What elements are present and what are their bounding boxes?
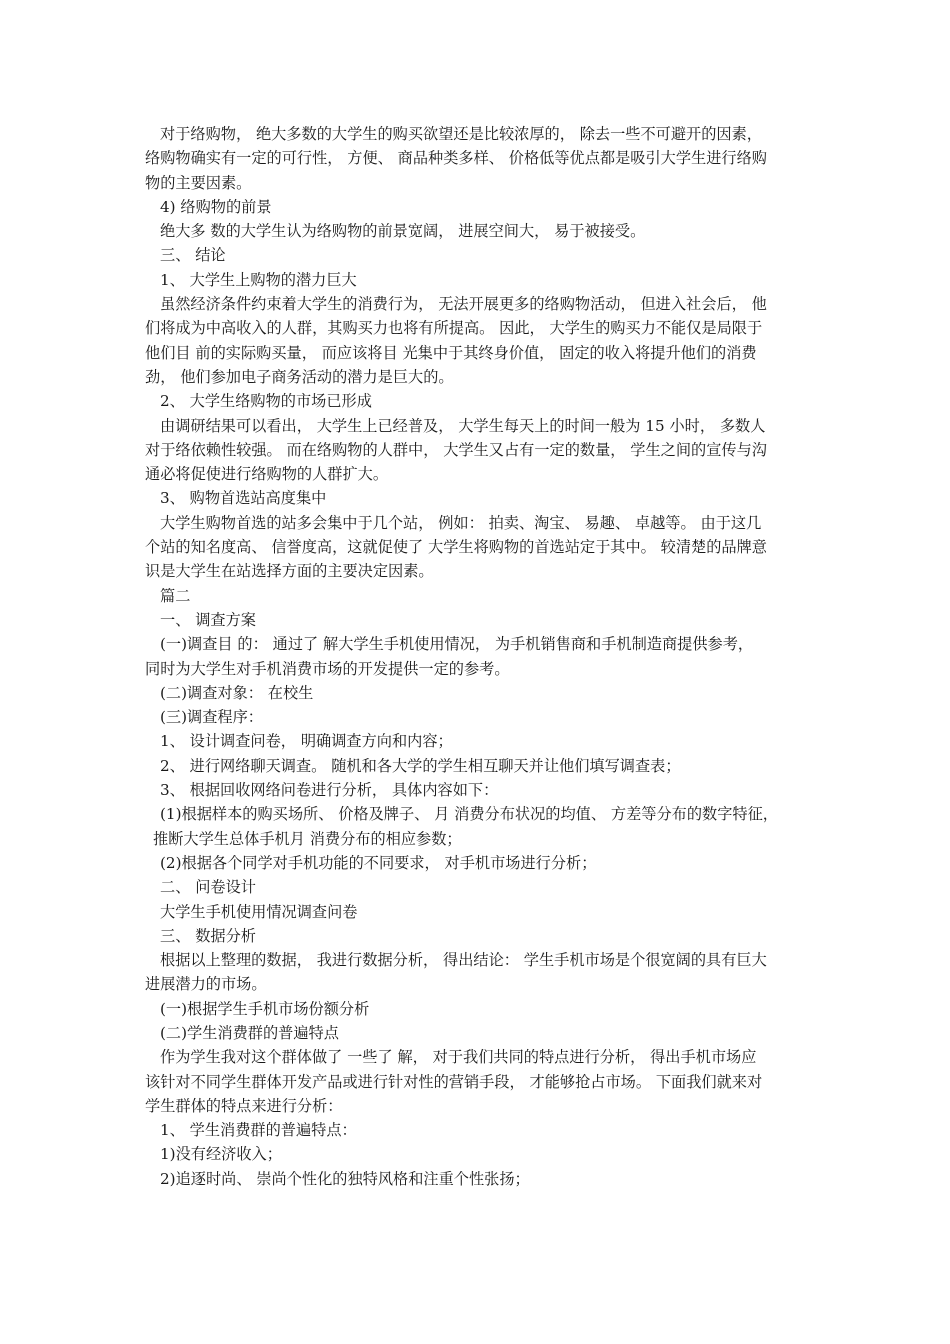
paragraph-line: 大学生手机使用情况调查问卷 [160, 902, 358, 921]
list-item: 3、 根据回收网络问卷进行分析， 具体内容如下： [160, 781, 499, 800]
paragraph-line: 根据以上整理的数据， 我进行数据分析， 得出结论： 学生手机市场是个很宽阔的具有巨大 [160, 951, 767, 970]
paragraph-line: 大学生购物首选的站多会集中于几个站， 例如： 拍卖、淘宝、 易趣、 卓越等。 由于这几 [160, 513, 762, 532]
list-item: (2)根据各个同学对手机功能的不同要求， 对手机市场进行分析； [160, 853, 597, 872]
section-heading: 2、 大学生络购物的市场已形成 [160, 392, 372, 411]
section-heading: 一、 调查方案 [160, 610, 256, 629]
paragraph-line: 物的主要因素。 [145, 173, 252, 192]
section-heading: 3、 购物首选站高度集中 [160, 489, 327, 508]
paragraph-line: 作为学生我对这个群体做了 一些了 解， 对于我们共同的特点进行分析， 得出手机市场应 [160, 1048, 757, 1067]
paragraph-line: 通必将促使进行络购物的人群扩大。 [145, 465, 388, 484]
paragraph-line: 络购物确实有一定的可行性， 方便、 商品种类多样、 价格低等优点都是吸引大学生进行络购 [145, 149, 767, 168]
section-heading: 三、 结论 [160, 246, 226, 265]
paragraph-line: 虽然经济条件约束着大学生的消费行为， 无法开展更多的络购物活动， 但进入社会后， 他 [160, 295, 767, 314]
paragraph-line: (二)调查对象： 在校生 [160, 683, 314, 702]
paragraph-line: 绝大多 数的大学生认为络购物的前景宽阔， 进展空间大， 易于被接受。 [160, 222, 646, 241]
paragraph-line: 学生群体的特点来进行分析： [145, 1096, 343, 1115]
section-heading: 三、 数据分析 [160, 926, 256, 945]
paragraph-line: 个站的知名度高、 信誉度高，这就促使了 大学生将购物的首选站定于其中。 较清楚的品牌意 [145, 538, 767, 557]
paragraph-line: 推断大学生总体手机月 消费分布的相应参数； [153, 829, 462, 848]
list-item: 2)追逐时尚、 崇尚个性化的独特风格和注重个性张扬； [160, 1169, 530, 1188]
paragraph-line: (三)调查程序： [160, 708, 263, 727]
paragraph-line: 进展潜力的市场。 [145, 975, 267, 994]
section-heading: 4) 络购物的前景 [160, 197, 272, 216]
paragraph-line: 对于络依赖性较强。 而在络购物的人群中， 大学生又占有一定的数量， 学生之间的宣传与沟 [145, 440, 767, 459]
list-item: (1)根据样本的购买场所、 价格及牌子、 月 消费分布状况的均值、 方差等分布的数字特征， [160, 805, 778, 824]
section-heading: 1、 大学生上购物的潜力巨大 [160, 270, 357, 289]
section-heading: 篇二 [160, 586, 191, 605]
paragraph-line: 识是大学生在站选择方面的主要决定因素。 [145, 562, 434, 581]
paragraph-line: 们将成为中高收入的人群，其购买力也将有所提高。 因此， 大学生的购买力不能仅是局限于 [145, 319, 763, 338]
paragraph-line: 由调研结果可以看出， 大学生上已经普及， 大学生每天上的时间一般为 15 小时， 多数人 [160, 416, 766, 435]
section-heading: 二、 问卷设计 [160, 878, 256, 897]
paragraph-line: 劲， 他们参加电子商务活动的潜力是巨大的。 [145, 367, 454, 386]
section-heading: 1、 学生消费群的普遍特点： [160, 1121, 357, 1140]
list-item: 1、 设计调查问卷， 明确调查方向和内容； [160, 732, 453, 751]
section-heading: (一)根据学生手机市场份额分析 [160, 999, 370, 1018]
list-item: 1)没有经济收入； [160, 1145, 282, 1164]
paragraph-line: 他们目 前的实际购买量， 而应该将目 光集中于其终身价值， 固定的收入将提升他们的消费 [145, 343, 757, 362]
list-item: 2、 进行网络聊天调查。 随机和各大学的学生相互聊天并让他们填写调查表； [160, 756, 681, 775]
paragraph-line: (一)调查目 的： 通过了 解大学生手机使用情况， 为手机销售商和手机制造商提供参考， [160, 635, 754, 654]
section-heading: (二)学生消费群的普遍特点 [160, 1023, 339, 1042]
document-body [145, 122, 815, 1191]
paragraph-line: 同时为大学生对手机消费市场的开发提供一定的参考。 [145, 659, 510, 678]
paragraph-line: 该针对不同学生群体开发产品或进行针对性的营销手段， 才能够抢占市场。 下面我们就来对 [145, 1072, 763, 1091]
paragraph-line: 对于络购物， 绝大多数的大学生的购买欲望还是比较浓厚的， 除去一些不可避开的因素， [160, 125, 762, 143]
